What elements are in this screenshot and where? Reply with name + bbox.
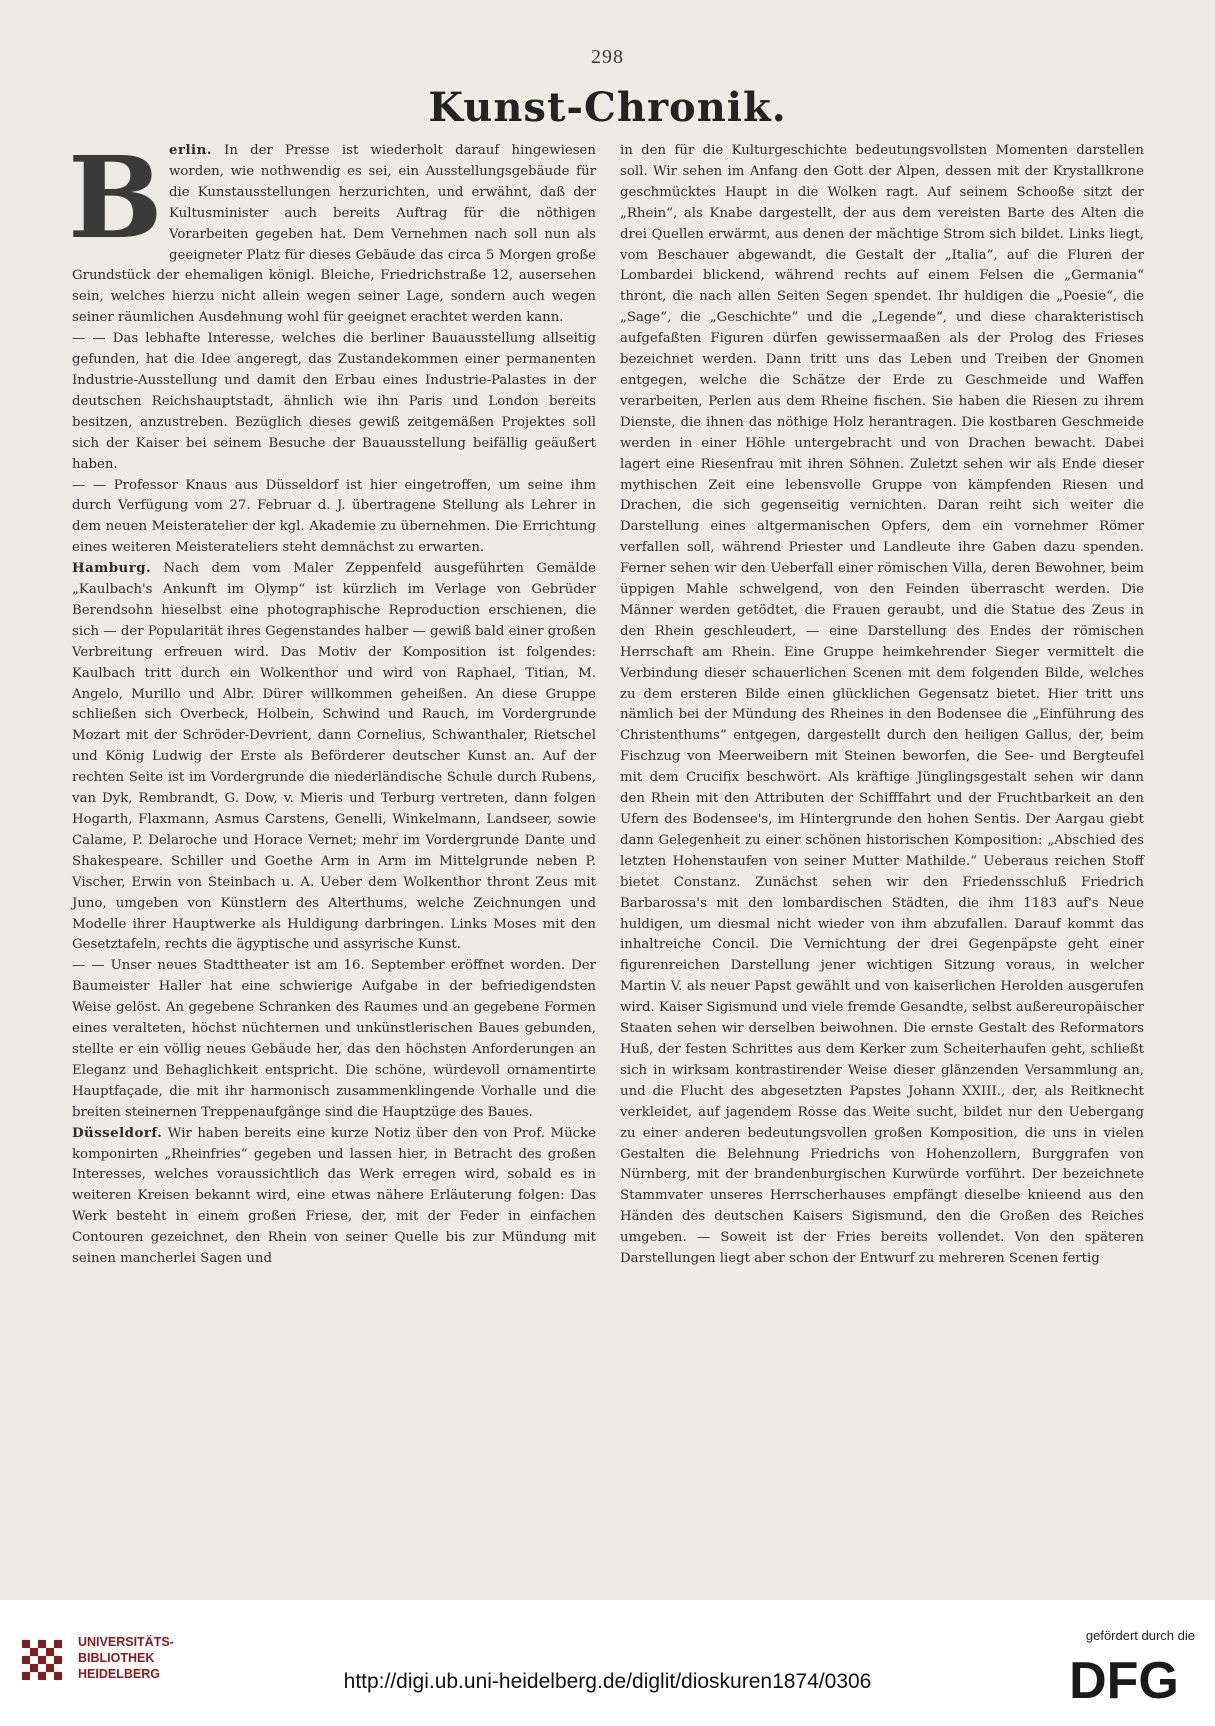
paragraph-hamburg [72,559,596,956]
left-column [68,133,597,1270]
paragraph-duesseldorf [72,1124,596,1270]
paragraph-text: In der Presse ist wiederholt darauf hingewiesen worden, wie nothwendig es sei, ein Ausstellungsgebäude für die Kunstausstellungen herzurichten, und erwähnt, daß der Kultusminister auch bereits Auftrag für die nöthigen Vorarbeiten gegeben hat. Dem Vernehmen nach soll nun als geeigneter Platz für dieses Gebäude das circa 5 Morgen große Grundstück der ehemaligen königl. Bleiche, Friedrichstraße 12, ausersehen sein, welches hierzu nicht allein wegen seiner Lage, sondern auch wegen seiner räumlichen Ausdehnung wohl für geeignet erachtet werden kann. [72,143,596,326]
paragraph-text: — — Professor Knaus aus Düsseldorf ist hier eingetroffen, um seine ihm durch Verfügung vom 27. Februar d. J. übertragene Stellung als Lehrer in dem neuen Meisteratelier der kgl. Akademie zu übernehmen. Die Errichtung eines weiteren Meisterateliers steht demnächst zu erwarten. [72,477,596,556]
dfg-logo-text: DFG [1069,1652,1179,1706]
dropcap: B [68,133,163,264]
paragraph [620,141,1144,1270]
library-name-line: UNIVERSITÄTS- [78,1635,174,1649]
paragraph-berlin [68,133,596,329]
paragraph [72,476,596,560]
column-divider [612,141,613,1481]
dfg-logo-icon[interactable] [1053,1650,1195,1706]
paragraph [72,329,596,475]
paragraph-text: Wir haben bereits eine kurze Notiz über den von Prof. Mücke komponirten „Rheinfries“ gegeben und lassen hier, in Betracht des großen Interesses, welches voraussichtlich das Werk erregen wird, sobald es in weiteren Kreisen bekannt wird, eine etwas nähere Erläuterung folgen: Das Werk besteht in einem großen Friese, der, mit der Feder in einfachen Contouren gezeichnet, den Rhein von seiner Quelle bis zur Mündung mit seinen mancherlei Sagen und [72,1125,597,1267]
footer-bar [0,1600,1215,1726]
paragraph-text: — — Unser neues Stadttheater ist am 16. September eröffnet worden. Der Baumeister Haller hat eine schwierige Aufgabe in der befriedigendsten Weise gelöst. An gegebene Schranken des Raumes und an gegebene Formen eines veralteten, höchst nüchternen und unkünstlerischen Baues gebunden, stellte er ein völlig neues Gebäude her, das den höchsten Anforderungen an Eleganz und Behaglichkeit entspricht. Die schöne, würdevoll ornamentirte Hauptfaçade, die mit ihr harmonisch zusammenklingende Vorhalle und die breiten steinernen Treppenaufgänge sind die Hauptzüge des Baues. [72,958,596,1120]
place-heading: Hamburg. [72,561,152,577]
paragraph [72,956,596,1123]
permalink-url[interactable]: http://digi.ub.uni-heidelberg.de/diglit/dioskuren1874/0306 [343,1670,872,1693]
funded-by-label: gefördert durch die [1085,1628,1195,1643]
place-heading: Düsseldorf. [72,1125,163,1141]
right-column [620,141,1144,1270]
paragraph-text: Nach dem vom Maler Zeppenfeld ausgeführten Gemälde „Kaulbach's Ankunft im Olymp“ ist kürzlich im Verlage von Gebrüder Berendsohn hieselbst eine photographische Reproduction erschienen, die sich — der Popularität ihres Gegenstandes halber — gewiß bald einer großen Verbreitung erfreuen wird. Das Motiv der Komposition ist folgendes: Kaulbach tritt durch ein Wolkenthor und wird von Raphael, Titian, M. Angelo, Murillo und Albr. Dürer willkommen geheißen. An diese Gruppe schließen sich Overbeck, Holbein, Schwind und Rauch, im Vordergrunde Mozart mit der Schröder-Devrient, dann Cornelius, Schwanthaler, Rietschel und König Ludwig der Erste als Beförderer deutscher Kunst an. Auf der rechten Seite ist im Vordergrunde die niederländische Schule durch Rubens, van Dyk, Rembrandt, G. Dow, v. Mieris und Terburg vertreten, dann folgen Hogarth, Flaxmann, Asmus Carstens, Genelli, Winkelmann, Landseer, sowie Calame, P. Delaroche und Horace Vernet; mehr im Vordergrunde Dante und Shakespeare. Schiller und Goethe Arm in Arm im Mittelgrunde neben P. Vischer, Erwin von Steinbach u. A. Ueber dem Wolkenthor thront Zeus mit Juno, umgeben von Künstlern des Alterthums, welche Zeichnungen und Modelle ihrer Hauptwerke als Huldigung darbringen. Links Moses mit den Gesetztafeln, rechts die ägyptische und assyrische Kunst. [72,561,596,953]
paragraph-text: in den für die Kulturgeschichte bedeutungsvollsten Momenten darstellen soll. Wir sehen im Anfang den Gott der Alpen, dessen mit der Krystallkrone geschmücktes Haupt in die Wolken ragt. Auf seinem Schooße sitzt der „Rhein“, als Knabe dargestellt, der aus dem vereisten Barte des Alten die drei Quellen erwärmt, aus denen der mächtige Strom sich bildet. Links liegt, vom Beschauer abgewandt, die Gestalt der „Italia“, auf die Fluren der Lombardei blickend, während rechts auf einem Felsen die „Germania“ thront, die nach allen Seiten Segen spendet. Ihr huldigen die „Poesie“, die „Sage“, die „Geschichte“ und die „Legende“, und diese charakteristisch aufgefaßten Figuren dürfen gewissermaaßen als der Prolog des Frieses bezeichnet werden. Dann tritt uns das Leben und Treiben der Gnomen entgegen, welche die Schätze der Erde zu Geschmeide und Waffen verarbeiten, Perlen aus dem Rheine fischen. Sie haben die Riesen zu ihrem Dienste, die ihnen das nöthige Holz herantragen. Die kostbaren Geschmeide werden in einer Höhle untergebracht und von Drachen bewacht. Dabei lagert eine Riesenfrau mit ihren Söhnen. Zuletzt sehen wir als Ende dieser mythischen Zeit eine lebensvolle Gruppe von kämpfenden Riesen und Drachen, die sich gegenseitig vernichten. Daran reiht sich weiter die Darstellung eines altgermanischen Opfers, dem ein vornehmer Römer verfallen soll, während Priester und Landleute ihre Gaben dazu spenden. Ferner sehen wir den Ueberfall einer römischen Villa, deren Bewohner, beim üppigen Mahle schwelgend, von den Feinden überrascht werden. Die Männer werden getödtet, die Frauen geraubt, und die Statue des Zeus in den Rhein geschleudert, — eine Darstellung des Endes der römischen Herrschaft am Rhein. Eine Gruppe heimkehrender Sieger vermittelt die Verbindung dieser schauerlichen Scenen mit dem folgenden Bilde, welches zu dem ersteren Bilde einen glücklichen Gegensatz bietet. Hier tritt uns nämlich bei der Mündung des Rheines in den Bodensee die „Einführung des Christenthums“ entgegen, dargestellt durch den heiligen Gallus, der, beim Fischzug von Meerweibern mit Steinen beworfen, die See- und Bergteufel mit dem Crucifix beschwört. Als kräftige Jünglingsgestalt sehen wir dann den Rhein mit den Attributen der Schifffahrt und der Fruchtbarkeit an den Ufern des Bodensee's, im Hintergrunde den hohen Sentis. Der Aargau giebt dann Gelegenheit zu einer schönen historischen Komposition: „Abschied des letzten Hohenstaufen von seiner Mutter Mathilde.“ Ueberaus reichen Stoff bietet Constanz. Zunächst sehen wir den Friedensschluß Friedrich Barbarossa's mit den lombardischen Städten, die ihm 1183 auf's Neue huldigen, um diesmal nicht wieder von ihm abzufallen. Darauf kommt das inhaltreiche Concil. Die Vernichtung der drei Gegenpäpste geht einer figurenreichen Darstellung jener wichtigen Sitzung voraus, in welcher Martin V. als neuer Papst gewählt und von kaiserlichen Herolden ausgerufen wird. Kaiser Sigismund und viele fremde Gesandte, selbst außereuropäischer Staaten sehen wir derselben beiwohnen. Die ernste Gestalt des Reformators Huß, der festen Schrittes aus dem Kerker zum Scheiterhaufen geht, schließt sich in wirksam kontrastirender Weise dieser glänzenden Versammlung an, und die Flucht des abgesetzten Papstes Johann XXIII., der, als Reitknecht verkleidet, auf jagendem Rosse das Weite sucht, bildet nur den Uebergang zu einer anderen bedeutungsvollen großen Komposition, die uns in vielen Gestalten die Belehnung Friedrichs von Hohenzollern, Burggrafen von Nürnberg, mit der brandenburgischen Kurwürde vorführt. Der bezeichnete Stammvater unseres Herrscherhauses empfängt dieselbe knieend aus den Händen des deutschen Kaisers Sigismund, den die Großen des Reiches umgeben. — Soweit ist der Fries bereits vollendet. Von den späteren Darstellungen liegt aber schon der Entwurf zu mehreren Scenen fertig [620,143,1144,1267]
library-name-line: BIBLIOTHEK [78,1651,155,1665]
page-number: 298 [591,46,624,68]
place-heading: erlin. [169,143,212,158]
paragraph-text: — — Das lebhafte Interesse, welches die berliner Bauausstellung allseitig gefunden, hat die Idee angeregt, das Zustandekommen einer permanenten Industrie-Ausstellung und damit den Erbau eines Industrie-Palastes in der deutschen Reichshauptstadt, ähnlich wie ihn Paris und London bereits besitzen, anzustreben. Bezüglich dieses gewiß zeitgemäßen Projektes soll sich der Kaiser bei seinem Besuche der Bauausstellung beifällig geäußert haben. [72,331,596,472]
page-title: Kunst-Chronik. [428,84,787,131]
library-name-line: HEIDELBERG [78,1667,160,1681]
